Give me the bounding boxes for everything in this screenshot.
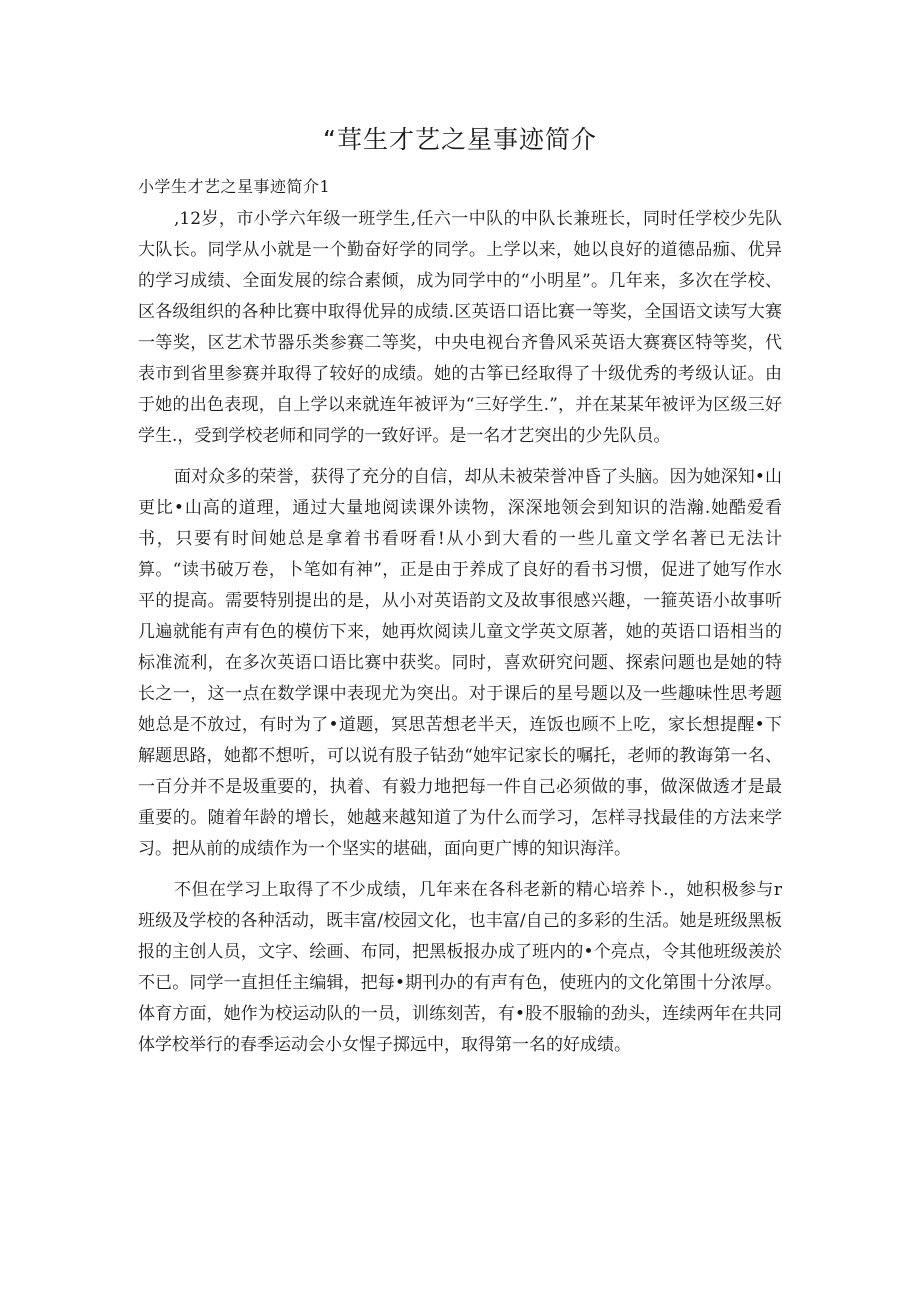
document-title: “茸生才艺之星事迹简介 — [323, 125, 597, 154]
paragraph: 不但在学习上取得了不少成绩，几年来在各科老新的精心培养卜.，她积极参与r班级及学校的各种活动，既丰富/校园文化，也丰富/自己的多彩的生活。她是班级黑板报的主创人员，文字、绘画、布同，把黑板报办成了班内的•个亮点，令其他班级羡於不已。同学一直担任主编辑，把每•期刊办的有声有色，使班内的文化第围十分浓厚。体育方面，她作为校运动队的一员，训练刻苦，有•股不服输的劲头，连续两年在共同体学校举行的春季运动会小女惺子掷远中，取得第一名的好成绩。 — [138, 880, 782, 1055]
paragraph: ,12岁，市小学六年级一班学生,任六一中队的中队长兼班长，同时任学校少先队大队长。同学从小就是一个勤奋好学的同学。上学以来，她以良好的道德品痂、优异的学习成绩、全面发展的综合素倾，成为同学中的“小明星”。几年来，多次在学校、区各级组织的各种比赛中取得优异的成绩.区英语口语比赛一等奖，全国语文读写大赛一等奖，区艺术节器乐类参赛二等奖，中央电视台齐鲁风采英语大赛赛区特等奖，代表市到省里参赛并取得了较好的成绩。她的古筝已经取得了十级优秀的考级认证。由于她的出色表现，自上学以来就连年被评为“三好学生.”，并在某某年被评为区级三好学生.，受到学校老师和同学的一致好评。是一名才艺突出的少先队员。 — [138, 209, 782, 446]
paragraph: 面对众多的荣誉，获得了充分的自信，却从未被荣誉冲昏了头脑。因为她深知•山更比•山高的道理，通过大量地阅读课外读物，深深地领会到知识的浩瀚.她酷爱看书，只要有时间她总是拿着书看呀看!从小到大看的一些儿童文学名著已无法计算。“读书破万卷，卜笔如有神”，正是由于养成了良好的看书习惯，促进了她写作水平的提高。需要特别提出的是，从小对英语韵文及故事很感兴趣，一箍英语小故事听几遍就能有声有色的模仿下来，她再炊阅读儿童文学英文原著，她的英语口语相当的标准流利，在多次英语口语比赛中获奖。同时，喜欢研究问题、探索问题也是她的特长之一，这一点在数学课中表现尤为突出。对于课后的星号题以及一些趣味性思考题她总是不放过，有时为了•道题，冥思苦想老半天，连饭也顾不上吃，家长想提醒•下解题思路，她都不想听，可以说有股子钻劲“她牢记家长的嘱托，老师的教诲第一名、一百分并不是圾重要的，执着、有毅力地把每一件自己必须做的事，做深做透才是最重要的。随着年龄的增长，她越来越知道了为什么而学习，怎样寻找最佳的方法来学习。把从前的成绩作为一个坚实的堪础，面向更广博的知识海洋。 — [138, 467, 782, 859]
document-subtitle: 小学生才艺之星事迹简介1 — [138, 177, 331, 196]
document-body — [138, 204, 782, 1071]
